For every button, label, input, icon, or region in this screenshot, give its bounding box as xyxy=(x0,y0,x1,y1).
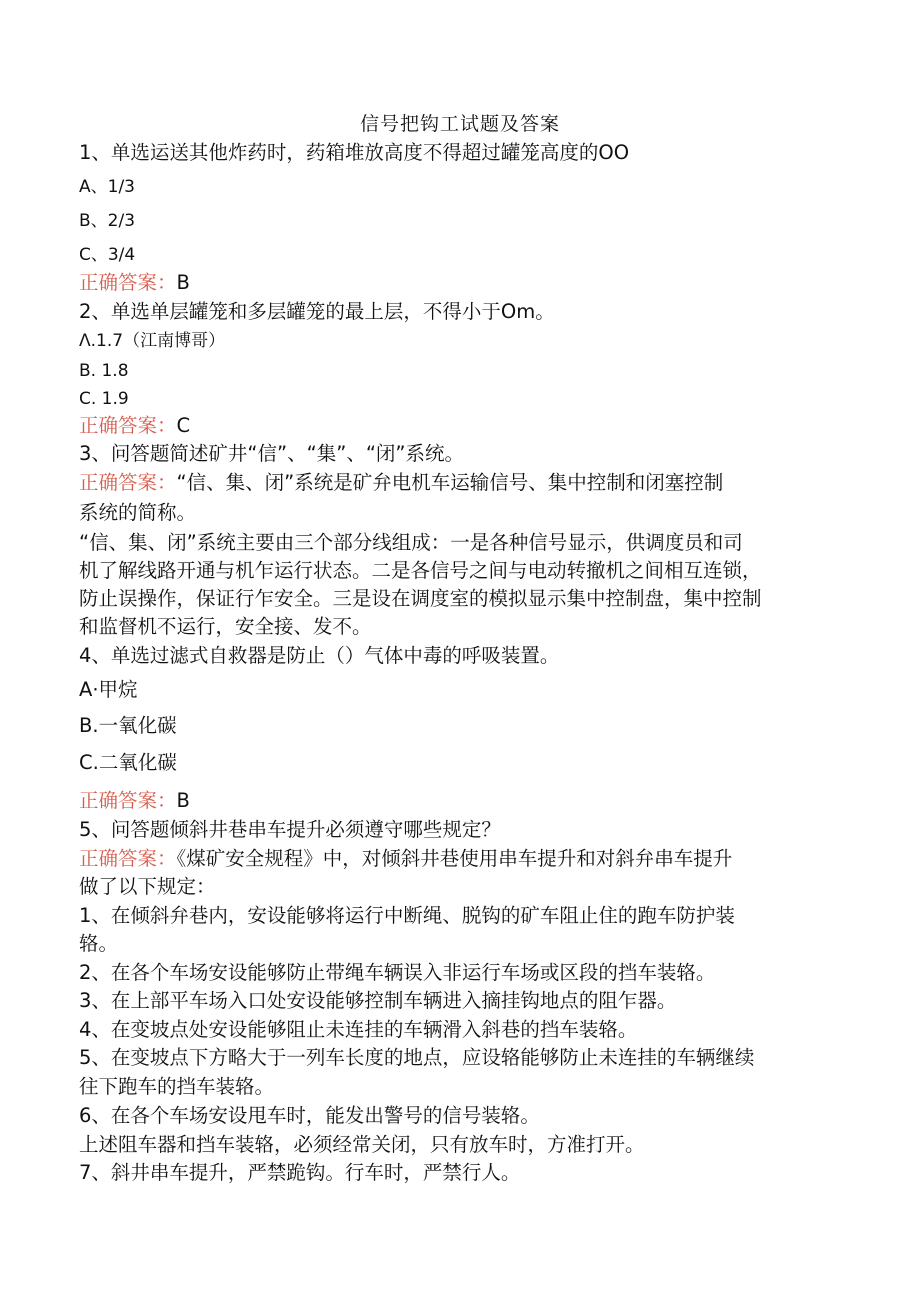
question-4-answer xyxy=(79,788,190,814)
question-1-answer xyxy=(79,270,190,296)
question-1-stem: 1、单选运送其他炸药时，药箱堆放高度不得超过罐笼高度的OO xyxy=(79,141,630,164)
question-2-stem: 2、单选单层罐笼和多层罐笼的最上层，不得小于Om。 xyxy=(79,300,555,323)
question-3-line: 和监督机不运行，安全接、发不。 xyxy=(79,615,372,638)
question-5-line: 上述阻车器和挡车装辂，必须经常关闭，只有放车时，方准打开。 xyxy=(79,1133,645,1156)
question-2-option-c: C. 1.9 xyxy=(79,389,129,409)
question-5-stem: 5、问答题倾斜井巷串车提升必须遵守哪些规定？ xyxy=(79,818,501,841)
question-2-option-b: B. 1.8 xyxy=(79,361,129,381)
question-5-line: 7、斜井串车提升，严禁跪钩。行车时，严禁行人。 xyxy=(79,1161,521,1184)
question-5-line: 做了以下规定： xyxy=(79,875,216,898)
answer-text: 《煤矿安全规程》中，对倾斜井巷使用串车提升和对斜弁串车提升 xyxy=(176,847,733,870)
answer-value: B xyxy=(176,271,190,294)
question-5-line: 辂。 xyxy=(79,932,119,955)
question-3-line: “信、集、闭”系统主要由三个部分线组成：一是各种信号显示，供调度员和司 xyxy=(79,531,743,554)
answer-value: B xyxy=(176,789,190,812)
question-3-stem: 3、问答题简述矿井“信”、“集”、“闭”系统。 xyxy=(79,442,465,465)
question-4-stem: 4、单选过滤式自救器是防止（）气体中毒的呼吸装置。 xyxy=(79,644,560,667)
question-2-option-a: Λ.1.7（江南博哥） xyxy=(79,331,226,351)
question-1-option-a: A、1/3 xyxy=(79,177,135,197)
question-2-answer xyxy=(79,413,190,439)
question-5-line: 往下跑车的挡车装辂。 xyxy=(79,1075,275,1098)
question-5-answer xyxy=(79,846,732,872)
question-3-line: 机了解线路开通与机乍运行状态。二是各信号之间与电动转撤机之间相互连锁， xyxy=(79,559,762,582)
question-3-line: 防止误操作，保证行乍安全。三是设在调度室的模拟显示集中控制盘，集中控制 xyxy=(79,587,762,610)
question-5-line: 1、在倾斜弁巷内，安设能够将运行中断绳、脱钩的矿车阻止住的跑车防护装 xyxy=(79,904,735,927)
document-title: 信号把钩工试题及答案 xyxy=(359,113,560,135)
answer-label: 正确答案： xyxy=(79,789,177,812)
question-3-answer xyxy=(79,470,723,496)
answer-label: 正确答案： xyxy=(79,271,177,294)
answer-label: 正确答案： xyxy=(79,471,177,494)
question-1-option-c: C、3/4 xyxy=(79,245,136,265)
answer-label: 正确答案： xyxy=(79,414,177,437)
question-3-line: 系统的简称。 xyxy=(79,501,197,524)
question-5-line: 5、在变坡点下方略大于一列车长度的地点，应设辂能够防止未连挂的车辆继续 xyxy=(79,1046,755,1069)
question-5-line: 4、在变坡点处安设能够阻止未连挂的车辆滑入斜巷的挡车装辂。 xyxy=(79,1018,638,1041)
answer-value: C xyxy=(176,414,191,437)
question-4-option-c: C.二氧化碳 xyxy=(79,751,177,774)
question-1-option-b: B、2/3 xyxy=(79,211,136,231)
question-5-line: 6、在各个车场安设甩车时，能发出警号的信号装辂。 xyxy=(79,1104,540,1127)
question-4-option-b: B.一氧化碳 xyxy=(79,714,177,737)
question-5-line: 3、在上部平车场入口处安设能够控制车辆进入摘挂钩地点的阻乍器。 xyxy=(79,989,677,1012)
answer-text: “信、集、闭”系统是矿弁电机车运输信号、集中控制和闭塞控制 xyxy=(176,471,724,494)
question-5-line: 2、在各个车场安设能够防止带绳车辆误入非运行车场或区段的挡车装辂。 xyxy=(79,961,716,984)
question-4-option-a: A·甲烷 xyxy=(79,678,138,701)
answer-label: 正确答案： xyxy=(79,847,177,870)
